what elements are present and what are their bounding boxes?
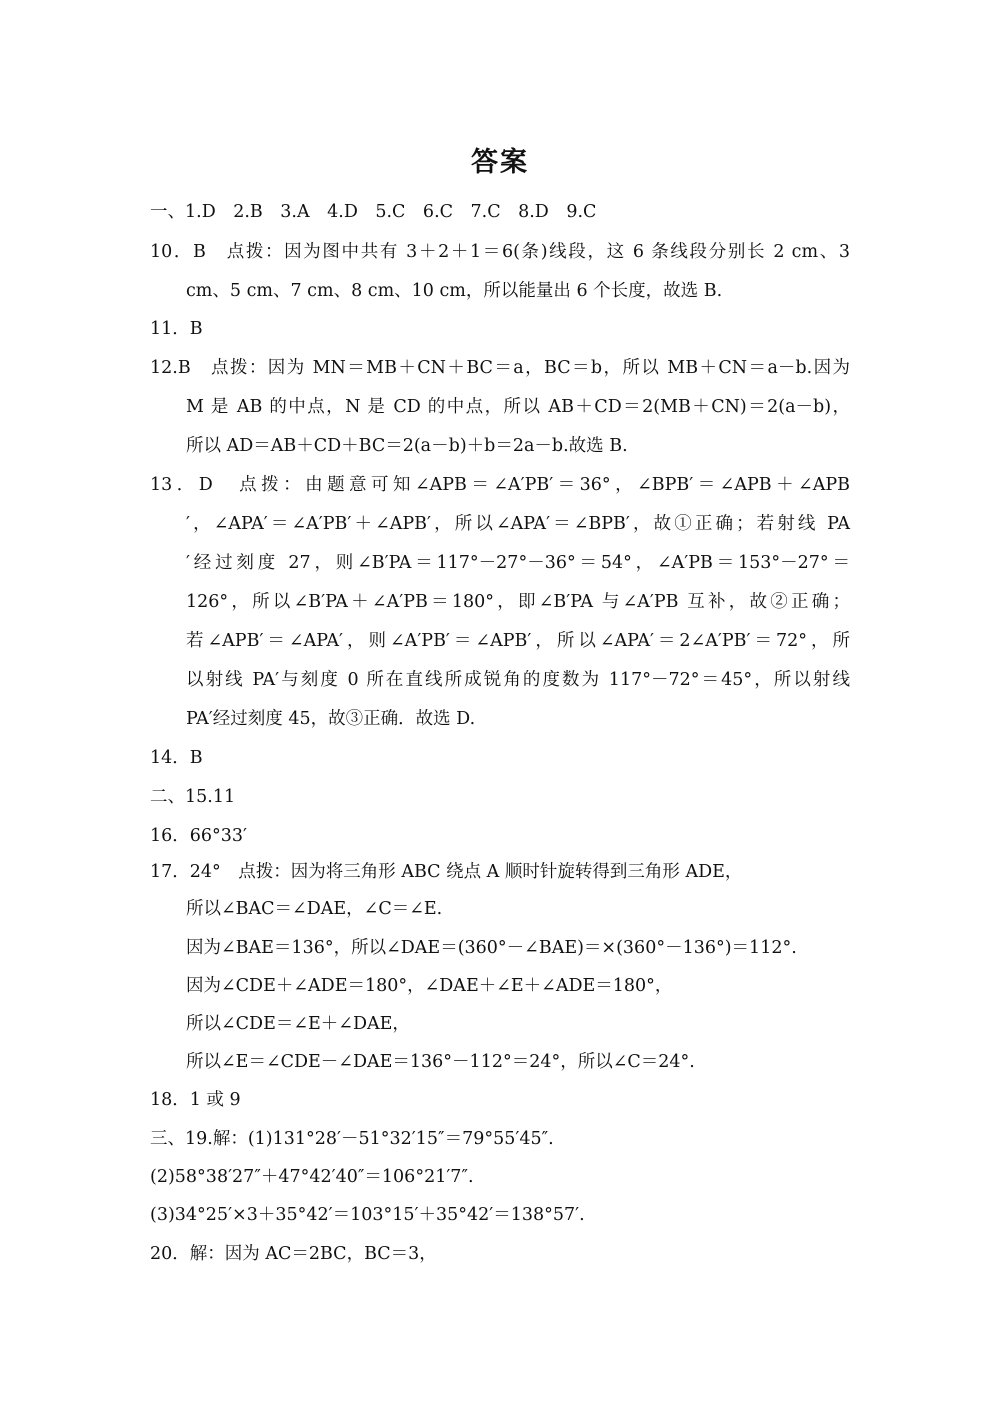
answer-line-13: 13．D 点拨：由题意可知∠APB＝∠A′PB′＝36°，∠BPB′＝∠APB＋∠APB bbox=[150, 475, 850, 495]
answer-line-17-cont-4: 所以∠CDE＝∠E＋∠DAE， bbox=[186, 1014, 410, 1034]
answer-line-13-cont-4: 若∠APB′＝∠APA′，则∠A′PB′＝∠APB′，所以∠APA′＝2∠A′PB′＝72°，所 bbox=[186, 631, 850, 651]
answer-line-14: 14．B bbox=[150, 748, 203, 768]
answer-line-20: 20．解：因为 AC＝2BC，BC＝3， bbox=[150, 1244, 437, 1264]
answer-line-10-cont: cm、5 cm、7 cm、8 cm、10 cm，所以能量出 6 个长度，故选 B. bbox=[186, 281, 723, 301]
answer-line-13-cont-2: ′经过刻度 27，则∠B′PA＝117°－27°－36°＝54°，∠A′PB＝153°－27°＝ bbox=[186, 553, 850, 573]
answer-line-13-cont-5: 以射线 PA′与刻度 0 所在直线所成锐角的度数为 117°－72°＝45°，所以射线 bbox=[186, 670, 850, 690]
answer-line-19-3: (3)34°25′×3＋35°42′＝103°15′＋35°42′＝138°57′. bbox=[150, 1205, 585, 1225]
answer-line-17: 17．24° 点拨：因为将三角形 ABC 绕点 A 顺时针旋转得到三角形 ADE， bbox=[150, 862, 743, 882]
answer-line-12: 12.B 点拨：因为 MN＝MB＋CN＋BC＝a，BC＝b，所以 MB＋CN＝a－b.因为 bbox=[150, 358, 850, 378]
answer-line-12-cont-2: 所以 AD＝AB＋CD＋BC＝2(a－b)＋b＝2a－b.故选 B. bbox=[186, 436, 628, 456]
answer-line-13-cont-3: 126°，所以∠B′PA＋∠A′PB＝180°，即∠B′PA 与∠A′PB 互补，故②正确； bbox=[186, 592, 850, 612]
answer-line-11: 11．B bbox=[150, 319, 203, 339]
answer-line-17-cont-3: 因为∠CDE＋∠ADE＝180°，∠DAE＋∠E＋∠ADE＝180°， bbox=[186, 976, 673, 996]
answer-line-13-cont-1: ′，∠APA′＝∠A′PB′＋∠APB′，所以∠APA′＝∠BPB′，故①正确；若射线 PA bbox=[186, 514, 850, 534]
answer-line-13-cont-6: PA′经过刻度 45，故③正确．故选 D. bbox=[186, 709, 476, 729]
answer-line-17-cont-2: 因为∠BAE＝136°，所以∠DAE＝(360°－∠BAE)＝×(360°－136°)＝112°. bbox=[186, 938, 797, 958]
answer-line-17-cont-5: 所以∠E＝∠CDE－∠DAE＝136°－112°＝24°，所以∠C＝24°. bbox=[186, 1052, 695, 1072]
answer-line-19-2: (2)58°38′27″＋47°42′40″＝106°21′7″. bbox=[150, 1167, 474, 1187]
answer-line-12-cont-1: M 是 AB 的中点，N 是 CD 的中点，所以 AB＋CD＝2(MB＋CN)＝2(a－b)， bbox=[186, 397, 850, 417]
answer-line-19-1: 三、19.解：(1)131°28′－51°32′15″＝79°55′45″. bbox=[150, 1129, 554, 1149]
answer-line-10: 10．B 点拨：因为图中共有 3＋2＋1＝6(条)线段，这 6 条线段分别长 2 cm、3 bbox=[150, 242, 850, 262]
answer-line-18: 18．1 或 9 bbox=[150, 1090, 241, 1110]
answer-line-17-cont-1: 所以∠BAC＝∠DAE，∠C＝∠E. bbox=[186, 899, 443, 919]
answer-line-mc: 一、1.D 2.B 3.A 4.D 5.C 6.C 7.C 8.D 9.C bbox=[150, 202, 597, 222]
answer-line-15: 二、15.11 bbox=[150, 787, 236, 807]
page-title: 答案 bbox=[471, 147, 529, 178]
answer-line-16: 16．66°33′ bbox=[150, 826, 248, 846]
